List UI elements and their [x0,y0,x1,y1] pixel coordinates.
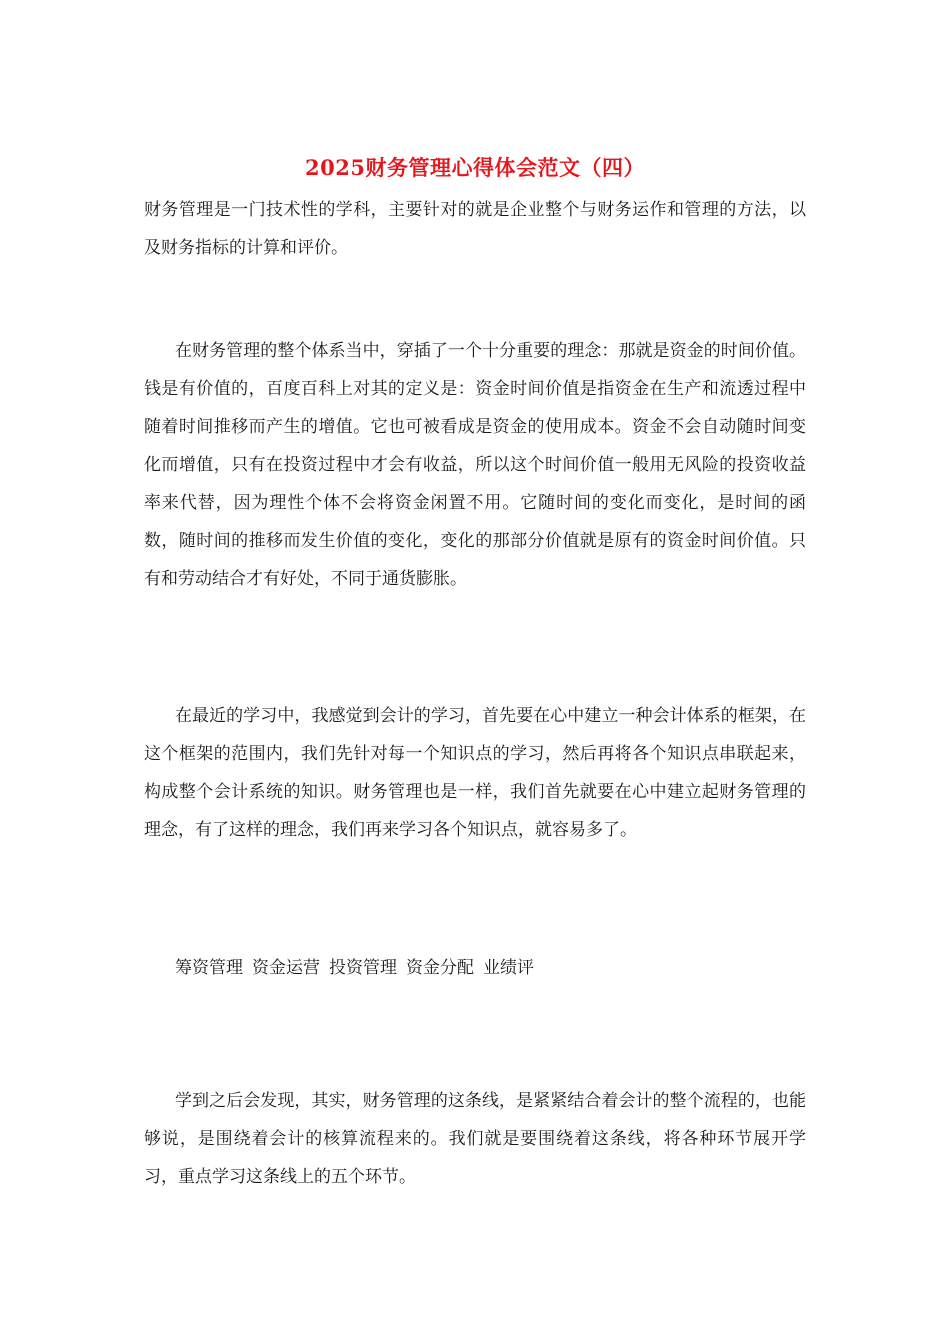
topic-item: 筹资管理 [175,958,243,978]
topic-item: 资金分配 [406,958,474,978]
time-value-paragraph: 在财务管理的整个体系当中，穿插了一个十分重要的理念：那就是资金的时间价值。钱是有价值的，百度百科上对其的定义是：资金时间价值是指资金在生产和流透过程中随着时间推移而产生的增值。它也可被看成是资金的使用成本。资金不会自动随时间变化而增值，只有在投资过程中才会有收益，所以这个时间价值一般用无风险的投资收益率来代替，因为理性个体不会将资金闲置不用。它随时间的变化而变化，是时间的函数，随时间的推移而发生价值的变化，变化的那部分价值就是原有的资金时间价值。只有和劳动结合才有好处，不同于通货膨胀。 [144,341,806,589]
intro-paragraph: 财务管理是一门技术性的学科，主要针对的就是企业整个与财务运作和管理的方法，以及财务指标的计算和评价。 [144,200,806,258]
learning-framework-paragraph: 在最近的学习中，我感觉到会计的学习，首先要在心中建立一种会计体系的框架，在这个框架的范围内，我们先针对每一个知识点的学习，然后再将各个知识点串联起来，构成整个会计系统的知识。财务管理也是一样，我们首先就要在心中建立起财务管理的理念，有了这样的理念，我们再来学习各个知识点，就容易多了。 [144,706,806,840]
topic-item: 投资管理 [329,958,397,978]
document-title: 2025财务管理心得体会范文（四） [305,155,645,180]
topic-item: 业绩评 [483,958,534,978]
topics-line [144,949,837,987]
process-paragraph: 学到之后会发现，其实，财务管理的这条线，是紧紧结合着会计的整个流程的，也能够说，是围绕着会计的核算流程来的。我们就是要围绕着这条线，将各种环节展开学习，重点学习这条线上的五个环节。 [144,1091,806,1187]
topic-item: 资金运营 [252,958,320,978]
